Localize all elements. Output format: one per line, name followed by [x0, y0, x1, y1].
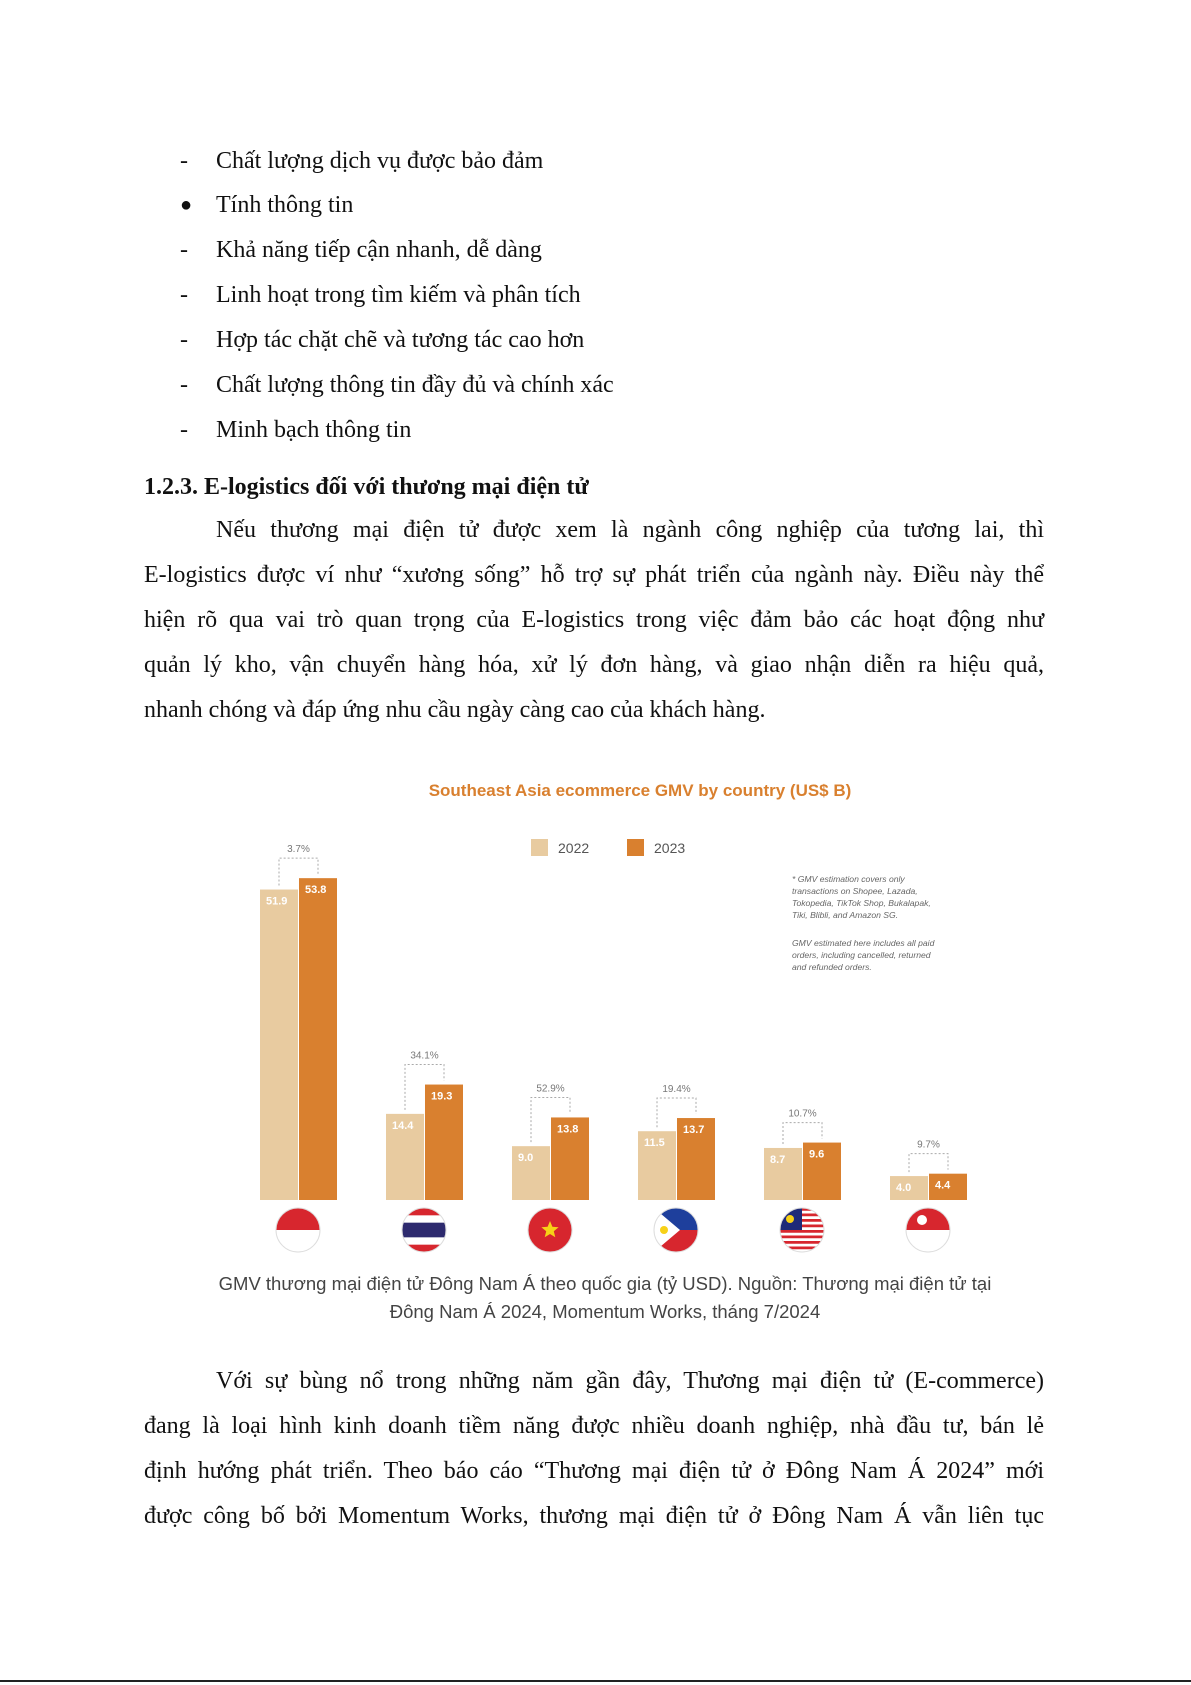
flag-malaysia-icon [780, 1208, 824, 1252]
bar-value-label: 14.4 [392, 1119, 414, 1132]
paragraph-line: nhanh chóng và đáp ứng nhu cầu ngày càng cao của khách hàng. [144, 697, 766, 723]
chart-figure [205, 765, 1005, 1335]
note-line: Tiki, Blibli, and Amazon SG. [792, 910, 899, 920]
paragraph-line: Với sự bùng nổ trong những năm gần đây, Thương mại điện tử (E-commerce) [216, 1368, 1044, 1394]
paragraph-line: định hướng phát triển. Theo báo cáo “Thương mại điện tử ở Đông Nam Á 2024” mới [144, 1458, 1044, 1484]
chart-notes [792, 874, 935, 972]
note-line: * GMV estimation covers only [792, 874, 905, 884]
bar-value-label: 8.7 [770, 1153, 786, 1166]
list-marker: - [180, 327, 188, 353]
note-line: GMV estimated here includes all paid [792, 938, 935, 948]
legend-label-2022: 2022 [558, 840, 590, 856]
gmv-chart [205, 765, 1005, 1270]
legend-label-2023: 2023 [654, 840, 686, 856]
caption-line: Đông Nam Á 2024, Momentum Works, tháng 7/2024 [389, 1301, 821, 1322]
paragraph-1 [144, 508, 1044, 733]
note-line: and refunded orders. [792, 962, 872, 972]
chart-title: Southeast Asia ecommerce GMV by country (US$ B) [428, 781, 852, 800]
section-heading: 1.2.3. E-logistics đối với thương mại điện tử [144, 474, 589, 500]
note-line: Tokopedia, TikTok Shop, Bukalapak, [792, 898, 931, 908]
bar-value-label: 53.8 [305, 884, 327, 897]
flag-vietnam-icon [528, 1208, 572, 1252]
growth-label: 19.4% [662, 1084, 691, 1096]
growth-label: 34.1% [410, 1050, 439, 1062]
list-marker: - [180, 148, 188, 174]
list-item-text: Hợp tác chặt chẽ và tương tác cao hơn [216, 327, 585, 353]
bar-value-label: 51.9 [266, 895, 288, 908]
growth-label: 3.7% [287, 844, 310, 856]
bar-value-label: 13.8 [557, 1123, 579, 1136]
paragraph-line: được công bố bởi Momentum Works, thương mại điện tử ở Đông Nam Á vẫn liên tục [144, 1503, 1044, 1529]
flag-indonesia-icon [276, 1208, 320, 1252]
page-bottom-rule [0, 1680, 1191, 1682]
list-marker: ● [180, 194, 193, 216]
paragraph-line: Nếu thương mại điện tử được xem là ngành công nghiệp của tương lai, thì [216, 517, 1044, 543]
list-item-text: Minh bạch thông tin [216, 417, 412, 443]
paragraph-2 [144, 1359, 1044, 1539]
caption-line: GMV thương mại điện tử Đông Nam Á theo quốc gia (tỷ USD). Nguồn: Thương mại điện tử tại [218, 1273, 992, 1294]
growth-bracket [783, 1123, 822, 1144]
flag-group [276, 1208, 950, 1252]
bar-2023 [299, 878, 337, 1200]
list-item-text: Linh hoạt trong tìm kiếm và phân tích [216, 282, 581, 308]
paragraph-line: đang là loại hình kinh doanh tiềm năng được nhiều doanh nghiệp, nhà đầu tư, bán lẻ [144, 1413, 1044, 1439]
bar-value-label: 4.0 [896, 1182, 912, 1195]
legend-swatch-2023 [627, 839, 644, 856]
flag-singapore-icon [906, 1208, 950, 1252]
growth-label: 9.7% [917, 1139, 940, 1151]
bar-value-label: 9.6 [809, 1148, 825, 1161]
list-marker: - [180, 282, 188, 308]
legend-swatch-2022 [531, 839, 548, 856]
growth-label: 10.7% [788, 1108, 817, 1120]
list-marker: - [180, 417, 188, 443]
note-line: orders, including cancelled, returned [792, 950, 931, 960]
note-line: transactions on Shopee, Lazada, [792, 886, 918, 896]
list-item-text: Chất lượng dịch vụ được bảo đảm [216, 148, 544, 174]
paragraph-line: hiện rõ qua vai trò quan trọng của E-logistics trong việc đảm bảo các hoạt động như [144, 607, 1044, 633]
bar-value-label: 11.5 [644, 1137, 665, 1150]
list-item-text: Chất lượng thông tin đầy đủ và chính xác [216, 372, 614, 398]
figure-caption [205, 1270, 1005, 1326]
list-item-text: Khả năng tiếp cận nhanh, dễ dàng [216, 237, 542, 263]
paragraph-line: quản lý kho, vận chuyển hàng hóa, xử lý đơn hàng, và giao nhận diễn ra hiệu quả, [144, 652, 1044, 678]
bar-value-label: 9.0 [518, 1152, 534, 1165]
paragraph-line: E-logistics được ví như “xương sống” hỗ trợ sự phát triển của ngành này. Điều này thể [144, 562, 1044, 588]
bar-value-label: 4.4 [935, 1179, 951, 1192]
growth-label: 52.9% [536, 1083, 565, 1095]
flag-philippines-icon [654, 1208, 698, 1252]
growth-bracket [909, 1154, 948, 1172]
flag-thailand-icon [402, 1208, 446, 1252]
bar-value-label: 13.7 [683, 1124, 705, 1137]
list-marker: - [180, 237, 188, 263]
bar-value-label: 19.3 [431, 1090, 453, 1103]
list-item-text: Tính thông tin [216, 192, 354, 218]
bar-2022 [260, 890, 298, 1200]
list-marker: - [180, 372, 188, 398]
